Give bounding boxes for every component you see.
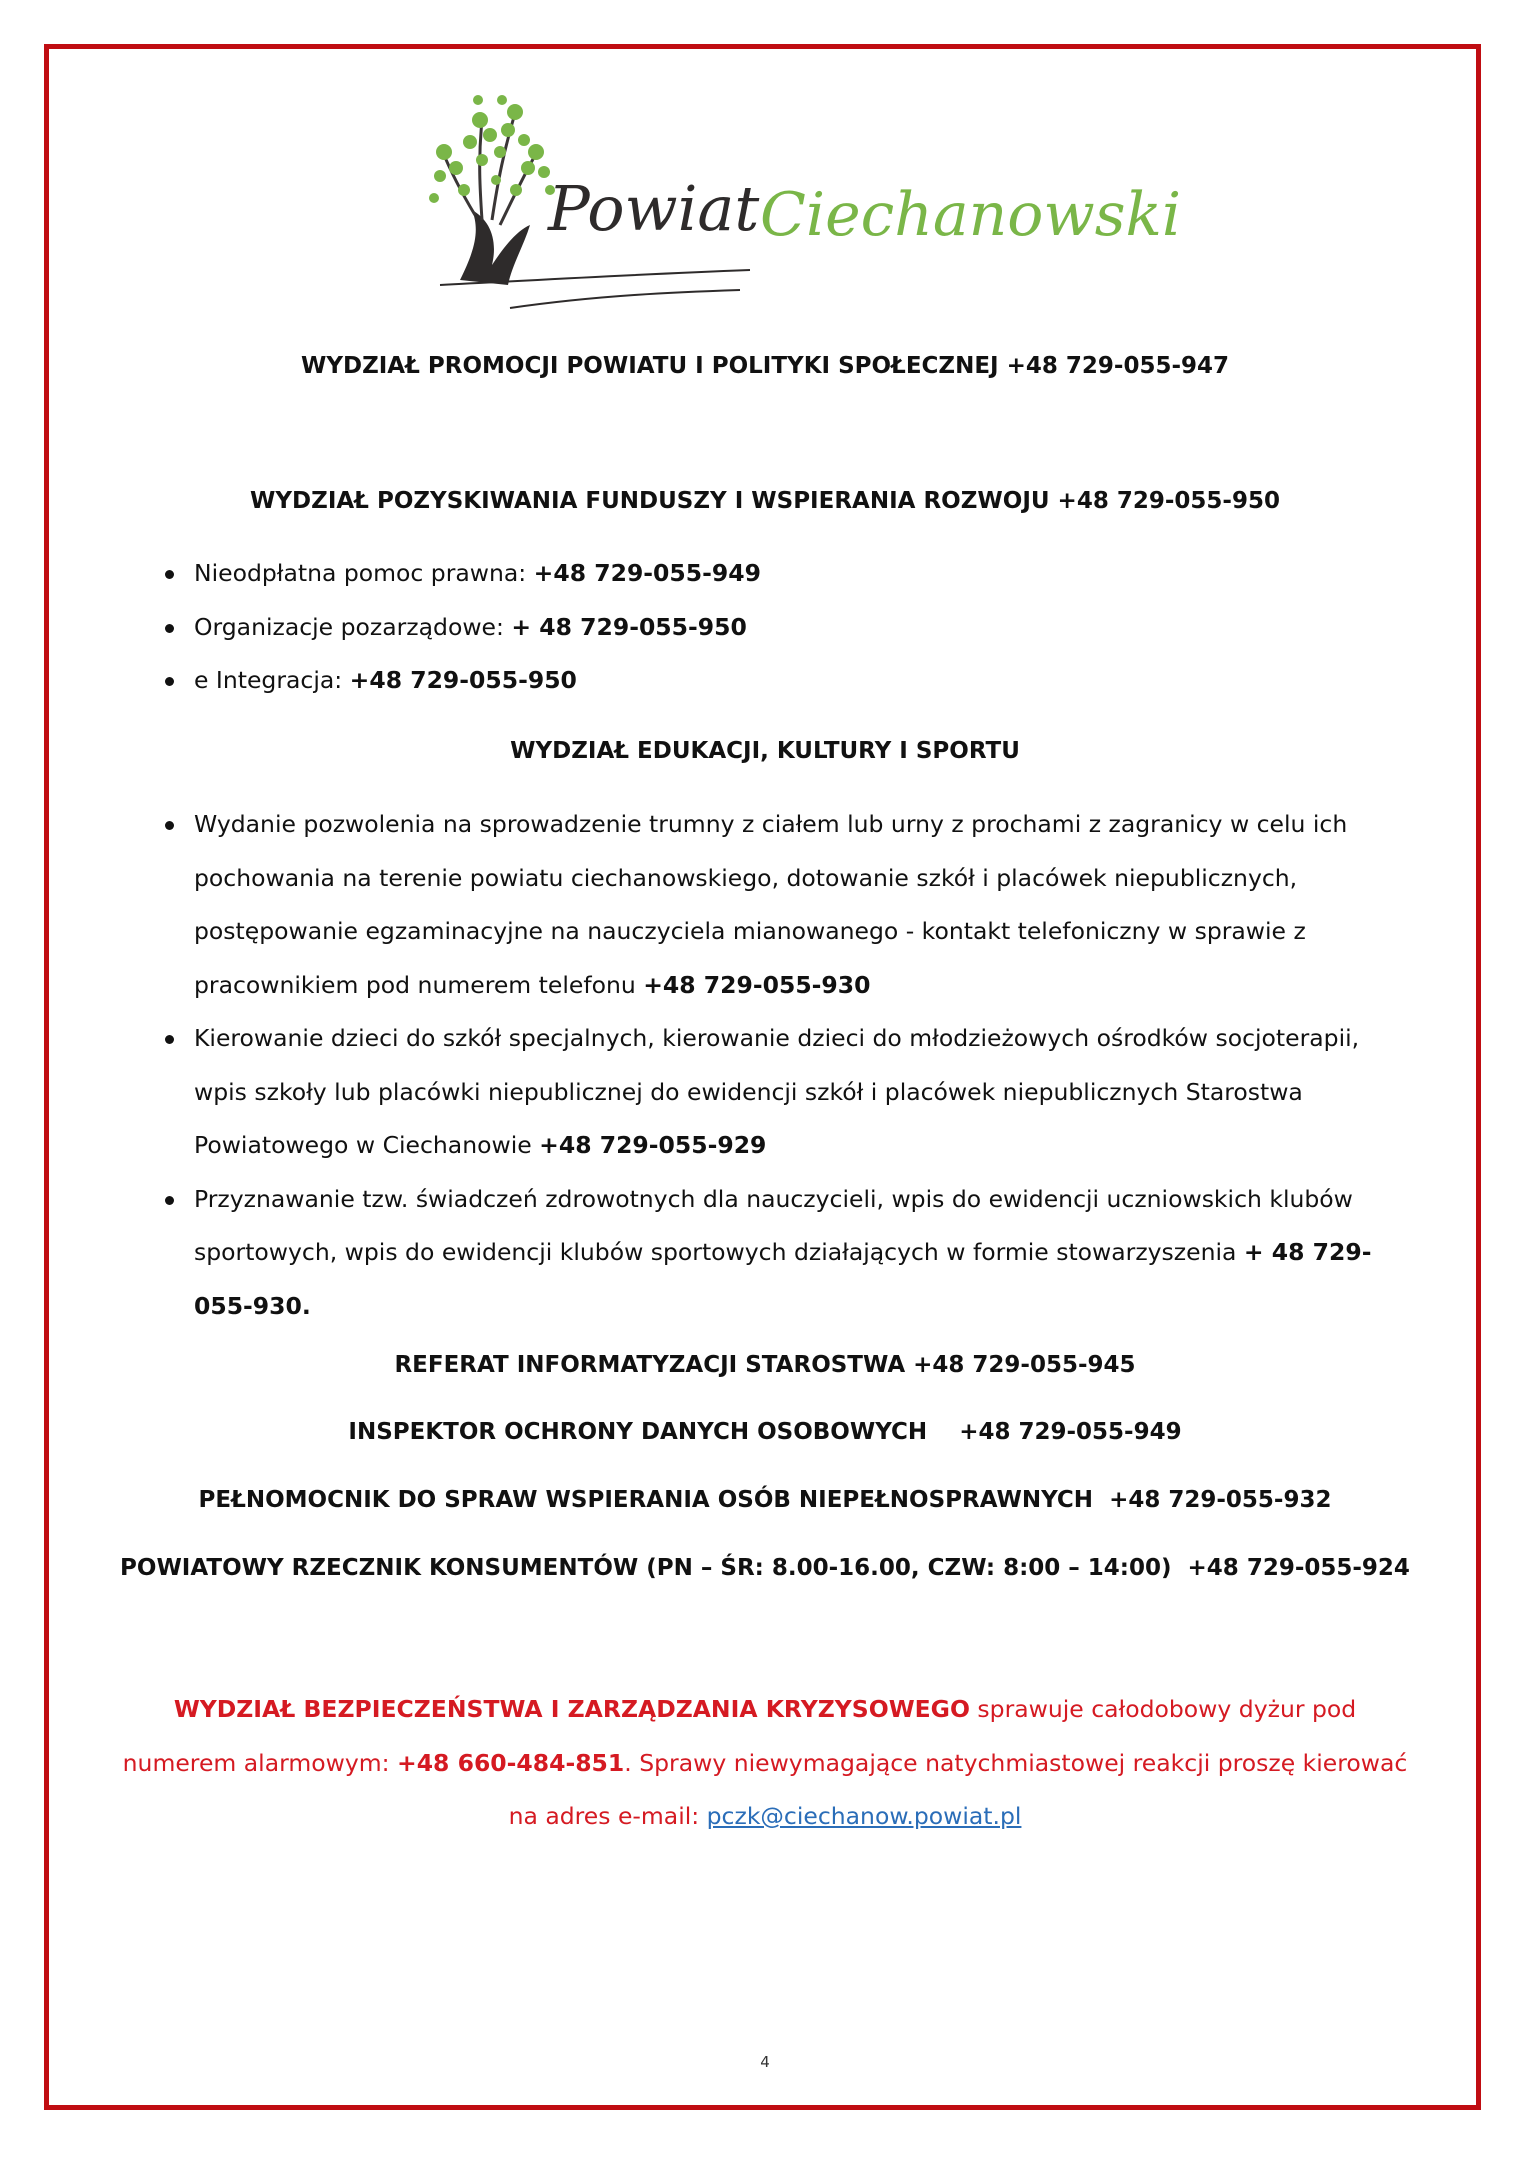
section-heading-pelnomocnik: PEŁNOMOCNIK DO SPRAW WSPIERANIA OSÓB NIEPEŁNOSPRAWNYCH +48 729-055-932 [198, 1487, 1332, 1513]
list-item: Organizacje pozarządowe: + 48 729-055-950 [160, 601, 1380, 655]
powiat-ciechanowski-logo [420, 80, 1182, 340]
list-item: Kierowanie dzieci do szkół specjalnych, kierowanie dzieci do młodzieżowych ośrodków socjoterapii, wpis szkoły lub placówki niepublicznej do ewidencji szkół i placówek niepublicznych Starostwa Powiatowego w Ciechanowie +48 729-055-929 [160, 1012, 1380, 1173]
section-heading-rzecznik: POWIATOWY RZECZNIK KONSUMENTÓW (PN – ŚR: 8.00-16.00, CZW: 8:00 – 14:00) +48 729-055-924 [120, 1555, 1410, 1581]
phone-number: + 48 729-055-930. [194, 1238, 1372, 1320]
list-item: Wydanie pozwolenia na sprowadzenie trumny z ciałem lub urny z prochami z zagranicy w celu ich pochowania na terenie powiatu ciechanowskiego, dotowanie szkół i placówek niepublicznych, postępowanie egzaminacyjne na nauczyciela mianowanego - kontakt telefoniczny w sprawie z pracownikiem pod numerem telefonu +48 729-055-930 [160, 798, 1380, 1012]
phone-number: + 48 729-055-950 [511, 612, 747, 641]
section-heading-edukacja: WYDZIAŁ EDUKACJI, KULTURY I SPORTU [510, 738, 1020, 764]
logo-word-ciechanowski: Ciechanowski [760, 180, 1182, 250]
section-heading-informatyzacja: REFERAT INFORMATYZACJI STAROSTWA +48 729-055-945 [394, 1352, 1136, 1378]
section-heading-fundusze: WYDZIAŁ POZYSKIWANIA FUNDUSZY I WSPIERANIA ROZWOJU +48 729-055-950 [250, 488, 1280, 514]
alert-phone: +48 660-484-851 [397, 1748, 625, 1777]
edukacja-list [160, 798, 1380, 1333]
logo-word-powiat: Powiat [548, 172, 760, 245]
list-item: e Integracja: +48 729-055-950 [160, 654, 1380, 708]
phone-number: +48 729-055-950 [349, 666, 577, 694]
section-heading-inspektor: INSPEKTOR OCHRONY DANYCH OSOBOWYCH +48 729-055-949 [348, 1419, 1182, 1445]
list-item: Nieodpłatna pomoc prawna: +48 729-055-949 [160, 547, 1380, 601]
phone-number: +48 729-055-929 [539, 1131, 767, 1159]
email-link[interactable]: pczk@ciechanow.powiat.pl [706, 1802, 1022, 1830]
fundusze-list [160, 547, 1380, 708]
section-heading-promocja: WYDZIAŁ PROMOCJI POWIATU I POLITYKI SPOŁECZNEJ +48 729-055-947 [300, 353, 1230, 379]
phone-number: +48 729-055-949 [533, 559, 761, 587]
list-item: Przyznawanie tzw. świadczeń zdrowotnych dla nauczycieli, wpis do ewidencji uczniowskich klubów sportowych, wpis do ewidencji klubów sportowych działających w formie stowarzyszenia + 48 729-055-930. [160, 1173, 1380, 1334]
alert-department: WYDZIAŁ BEZPIECZEŃSTWA I ZARZĄDZANIA KRYZYSOWEGO [173, 1695, 970, 1723]
page-number: 4 [760, 2053, 770, 2071]
crisis-management-notice: WYDZIAŁ BEZPIECZEŃSTWA I ZARZĄDZANIA KRYZYSOWEGO sprawuje całodobowy dyżur pod numerem alarmowym: +48 660-484-851. Sprawy niewymagające natychmiastowej reakcji proszę kierować na adres e-mail: pczk@ciechanow.powiat.pl [122, 1695, 1408, 1830]
phone-number: +48 729-055-930 [643, 970, 871, 999]
